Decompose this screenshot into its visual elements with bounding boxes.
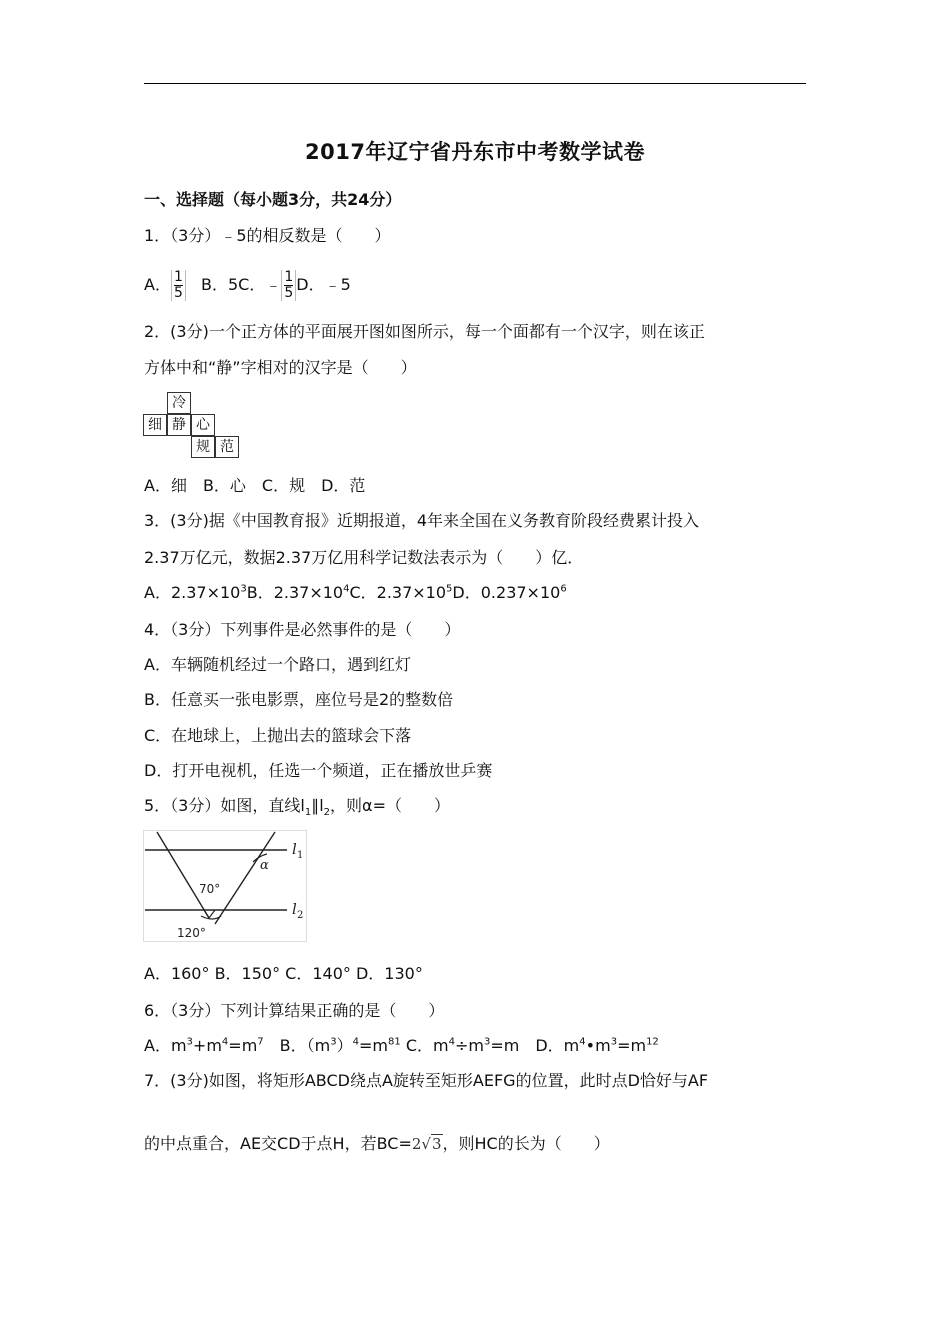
q6-c-part3: =m [490, 1036, 520, 1055]
q4-option-c: C．在地球上，上抛出去的篮球会下落 [144, 726, 412, 745]
transversal-left [157, 832, 209, 918]
section-heading: 一、选择题（每小题3分，共24分） [144, 190, 402, 209]
label-120-degrees: 120° [177, 926, 206, 940]
q6-stem: 6．（3分）下列计算结果正确的是（ ） [144, 1001, 445, 1020]
q6-c-exp2: 3 [483, 1036, 491, 1048]
q3-option-d-exponent: 6 [560, 583, 567, 595]
q6-c-part1: C．m [400, 1036, 449, 1055]
label-alpha: α [260, 858, 269, 873]
q6-d-part2: •m [585, 1036, 611, 1055]
q6-a-exp3: 7 [257, 1036, 264, 1048]
net-cell-6: 范 [215, 436, 239, 458]
q4-stem: 4．（3分）下列事件是必然事件的是（ ） [144, 620, 461, 639]
q6-b-part2: ） [336, 1036, 353, 1055]
q7-sqrt-expression: 2√3 [411, 1135, 442, 1153]
q2-stem-line1: 2．(3分)一个正方体的平面展开图如图所示，每一个面都有一个汉字，则在该正 [144, 322, 705, 341]
net-cell-4: 心 [191, 414, 215, 436]
net-cell-5: 规 [191, 436, 215, 458]
q7-sqrt-radicand: 3 [431, 1135, 442, 1153]
q3-stem-line2: 2.37万亿元，数据2.37万亿用科学记数法表示为（ ）亿． [144, 548, 584, 567]
q6-b-exp3: 81 [388, 1036, 401, 1048]
q4-option-b: B．任意买一张电影票，座位号是2的整数倍 [144, 690, 454, 709]
q6-d-exp3: 12 [646, 1036, 659, 1048]
q5-stem-part3: ，则α=（ ） [330, 796, 450, 815]
q3-option-b-exponent: 4 [343, 583, 350, 595]
q1-option-c-label: C．﹣ [238, 275, 282, 294]
q1-stem: 1．（3分）﹣5的相反数是（ ） [144, 226, 391, 245]
q6-d-part3: =m [617, 1036, 647, 1055]
q2-stem-line2: 方体中和“静”字相对的汉字是（ ） [144, 358, 417, 377]
q1-option-b: B．5 [200, 275, 239, 294]
q6-d-exp1: 4 [579, 1036, 586, 1048]
q6-a-part1: A．m [144, 1036, 187, 1055]
q3-option-a-exponent: 3 [240, 583, 247, 595]
label-l1: l [292, 840, 297, 858]
q6-d-exp2: 3 [610, 1036, 618, 1048]
q6-options [144, 1036, 659, 1056]
q1-option-a-label: A． [144, 275, 171, 294]
q6-a-part2: +m [192, 1036, 222, 1055]
q6-d-part1: D．m [519, 1036, 580, 1055]
cube-net-figure [143, 388, 243, 464]
q5-subscript-1: 1 [304, 807, 312, 819]
q5-subscript-2: 2 [323, 807, 331, 819]
q3-option-c: C．2.37×10 [349, 583, 447, 602]
label-l2-subscript: 2 [297, 910, 304, 921]
net-cell-3: 静 [167, 414, 191, 436]
q3-option-a: A．2.37×10 [144, 583, 241, 602]
q4-option-d: D．打开电视机，任选一个频道，正在播放世乒赛 [144, 761, 493, 780]
net-cell-1: 冷 [167, 392, 191, 414]
q5-stem-part1: 5．（3分）如图，直线l [144, 796, 305, 815]
label-70-degrees: 70° [199, 882, 221, 896]
q7-stem-line1: 7．(3分)如图，将矩形ABCD绕点A旋转至矩形AEFG的位置，此时点D恰好与AF [144, 1071, 709, 1090]
q6-b-part3: =m [359, 1036, 389, 1055]
parallel-lines-figure [143, 830, 307, 942]
q6-b-exp1: 3 [330, 1036, 337, 1048]
q3-option-b: B．2.37×10 [246, 583, 344, 602]
q3-option-d: D．0.237×10 [452, 583, 561, 602]
q7-stem-part2: ，则HC的长为（ ） [442, 1134, 610, 1153]
net-cell-2: 细 [143, 414, 167, 436]
q6-c-exp1: 4 [448, 1036, 455, 1048]
q4-option-a: A．车辆随机经过一个路口，遇到红灯 [144, 655, 411, 674]
q1-option-d: D．﹣5 [296, 275, 351, 294]
q6-a-exp1: 3 [186, 1036, 193, 1048]
q5-stem-part2: ∥l [311, 796, 324, 815]
q6-b-exp2: 4 [352, 1036, 360, 1048]
q6-a-part3: =m [228, 1036, 258, 1055]
q1-option-a-fraction: $\frac{1}{5}$ [171, 270, 186, 301]
q6-b-part1: B．（m [263, 1036, 331, 1055]
q3-option-c-exponent: 5 [446, 583, 453, 595]
figure-frame [144, 831, 307, 942]
q3-stem-line1: 3．(3分)据《中国教育报》近期报道，4年来全国在义务教育阶段经费累计投入 [144, 511, 700, 530]
q5-stem [144, 796, 450, 819]
q7-stem-part1: 的中点重合，AE交CD于点H，若BC= [144, 1134, 412, 1153]
label-l1-subscript: 1 [297, 850, 304, 861]
q7-sqrt-coefficient: 2 [411, 1135, 422, 1153]
header-rule [144, 83, 806, 84]
page-title: 2017年辽宁省丹东市中考数学试卷 [305, 140, 645, 164]
q7-stem-line2 [144, 1134, 610, 1154]
q2-options: A．细 B．心 C．规 D．范 [144, 476, 366, 495]
q1-options [144, 270, 351, 301]
q6-a-exp2: 4 [221, 1036, 229, 1048]
q5-options: A．160° B．150° C．140° D．130° [144, 964, 423, 983]
label-l2: l [292, 900, 297, 918]
q6-c-part2: ÷m [454, 1036, 484, 1055]
q1-option-c-fraction: $\frac{1}{5}$ [281, 270, 296, 301]
q3-options [144, 583, 567, 603]
